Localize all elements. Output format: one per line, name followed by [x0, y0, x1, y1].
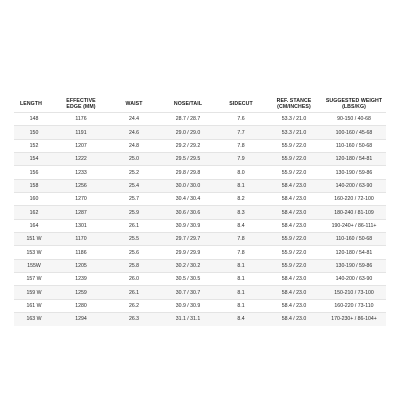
cell-waist: 25.8	[108, 259, 160, 272]
cell-nose-tail: 29.5 / 29.5	[160, 153, 216, 166]
header-effective-edge: EFFECTIVE EDGE (MM)	[66, 97, 96, 110]
cell-ref-stance: 55.9 / 22.0	[266, 246, 322, 259]
cell-sidecut: 7.8	[216, 246, 266, 259]
cell-length: 154	[14, 153, 54, 166]
cell-waist: 25.9	[108, 206, 160, 219]
cell-length: 151 W	[14, 233, 54, 246]
cell-sidecut: 7.9	[216, 153, 266, 166]
cell-length: 150	[14, 126, 54, 139]
cell-ref-stance: 55.9 / 22.0	[266, 166, 322, 179]
cell-nose-tail: 30.5 / 30.5	[160, 273, 216, 286]
cell-sidecut: 7.7	[216, 126, 266, 139]
cell-nose-tail: 31.1 / 31.1	[160, 313, 216, 326]
cell-sidecut: 8.1	[216, 259, 266, 272]
cell-effective-edge: 1233	[54, 166, 108, 179]
cell-nose-tail: 30.6 / 30.6	[160, 206, 216, 219]
size-chart	[14, 95, 386, 326]
cell-length: 163 W	[14, 313, 54, 326]
cell-ref-stance: 58.4 / 23.0	[266, 273, 322, 286]
cell-sidecut: 8.1	[216, 286, 266, 299]
table-row	[14, 246, 386, 259]
table-row	[14, 313, 386, 326]
cell-sidecut: 8.1	[216, 179, 266, 192]
table-row	[14, 273, 386, 286]
cell-suggested-weight: 130-190 / 59-86	[322, 259, 386, 272]
cell-waist: 24.6	[108, 126, 160, 139]
cell-suggested-weight: 100-160 / 45-68	[322, 126, 386, 139]
cell-effective-edge: 1259	[54, 286, 108, 299]
cell-length: 155W	[14, 259, 54, 272]
cell-ref-stance: 58.4 / 23.0	[266, 299, 322, 312]
cell-ref-stance: 58.4 / 23.0	[266, 179, 322, 192]
cell-nose-tail: 30.0 / 30.0	[160, 179, 216, 192]
table-row	[14, 166, 386, 179]
cell-sidecut: 7.8	[216, 139, 266, 152]
cell-effective-edge: 1280	[54, 299, 108, 312]
table-row	[14, 126, 386, 139]
header-waist: WAIST	[125, 100, 143, 107]
cell-waist: 26.2	[108, 299, 160, 312]
cell-ref-stance: 55.9 / 22.0	[266, 233, 322, 246]
cell-suggested-weight: 120-180 / 54-81	[322, 153, 386, 166]
header-nose-tail: NOSE/TAIL	[173, 100, 203, 107]
table-row	[14, 206, 386, 219]
cell-nose-tail: 29.9 / 29.9	[160, 246, 216, 259]
table-row	[14, 286, 386, 299]
table-header	[14, 95, 386, 113]
cell-suggested-weight: 140-200 / 63-90	[322, 273, 386, 286]
cell-sidecut: 8.2	[216, 193, 266, 206]
cell-suggested-weight: 180-240 / 81-109	[322, 206, 386, 219]
table-row	[14, 193, 386, 206]
cell-length: 148	[14, 113, 54, 126]
cell-waist: 25.0	[108, 153, 160, 166]
cell-length: 157 W	[14, 273, 54, 286]
table-row	[14, 233, 386, 246]
cell-waist: 25.2	[108, 166, 160, 179]
cell-waist: 24.8	[108, 139, 160, 152]
cell-waist: 26.1	[108, 219, 160, 232]
cell-sidecut: 8.3	[216, 206, 266, 219]
cell-effective-edge: 1294	[54, 313, 108, 326]
header-suggested-weight: SUGGESTED WEIGHT (LBS/KG)	[325, 97, 383, 110]
cell-suggested-weight: 90-150 / 40-68	[322, 113, 386, 126]
cell-length: 158	[14, 179, 54, 192]
cell-length: 156	[14, 166, 54, 179]
cell-nose-tail: 30.2 / 30.2	[160, 259, 216, 272]
cell-ref-stance: 58.4 / 23.0	[266, 206, 322, 219]
cell-nose-tail: 30.9 / 30.9	[160, 219, 216, 232]
cell-effective-edge: 1270	[54, 193, 108, 206]
cell-nose-tail: 29.8 / 29.8	[160, 166, 216, 179]
cell-sidecut: 8.4	[216, 313, 266, 326]
cell-suggested-weight: 170-230+ / 86-104+	[322, 313, 386, 326]
cell-effective-edge: 1222	[54, 153, 108, 166]
cell-suggested-weight: 110-160 / 50-68	[322, 233, 386, 246]
header-length: LENGTH	[20, 100, 42, 107]
cell-effective-edge: 1205	[54, 259, 108, 272]
cell-waist: 24.4	[108, 113, 160, 126]
cell-sidecut: 8.1	[216, 299, 266, 312]
cell-waist: 25.6	[108, 246, 160, 259]
header-ref-stance: REF. STANCE (CM/INCHES)	[276, 97, 312, 110]
cell-effective-edge: 1170	[54, 233, 108, 246]
cell-ref-stance: 53.3 / 21.0	[266, 126, 322, 139]
cell-sidecut: 8.4	[216, 219, 266, 232]
size-chart-table	[14, 95, 386, 326]
cell-ref-stance: 55.9 / 22.0	[266, 139, 322, 152]
cell-waist: 26.0	[108, 273, 160, 286]
cell-nose-tail: 29.7 / 29.7	[160, 233, 216, 246]
cell-length: 160	[14, 193, 54, 206]
cell-length: 159 W	[14, 286, 54, 299]
cell-suggested-weight: 140-200 / 63-90	[322, 179, 386, 192]
cell-nose-tail: 30.4 / 30.4	[160, 193, 216, 206]
cell-sidecut: 8.0	[216, 166, 266, 179]
cell-sidecut: 7.8	[216, 233, 266, 246]
cell-waist: 25.7	[108, 193, 160, 206]
table-body	[14, 113, 386, 326]
cell-suggested-weight: 120-180 / 54-81	[322, 246, 386, 259]
cell-effective-edge: 1256	[54, 179, 108, 192]
cell-length: 164	[14, 219, 54, 232]
cell-nose-tail: 29.0 / 29.0	[160, 126, 216, 139]
cell-effective-edge: 1176	[54, 113, 108, 126]
cell-suggested-weight: 150-210 / 73-100	[322, 286, 386, 299]
table-row	[14, 139, 386, 152]
header-sidecut: SIDECUT	[229, 100, 253, 107]
cell-suggested-weight: 110-160 / 50-68	[322, 139, 386, 152]
cell-sidecut: 7.6	[216, 113, 266, 126]
cell-nose-tail: 29.2 / 29.2	[160, 139, 216, 152]
table-row	[14, 299, 386, 312]
cell-suggested-weight: 160-220 / 73-110	[322, 299, 386, 312]
cell-length: 152	[14, 139, 54, 152]
cell-ref-stance: 58.4 / 23.0	[266, 286, 322, 299]
table-row	[14, 259, 386, 272]
cell-ref-stance: 55.9 / 22.0	[266, 259, 322, 272]
cell-ref-stance: 58.4 / 23.0	[266, 193, 322, 206]
cell-ref-stance: 55.9 / 22.0	[266, 153, 322, 166]
cell-nose-tail: 28.7 / 28.7	[160, 113, 216, 126]
table-row	[14, 179, 386, 192]
cell-effective-edge: 1207	[54, 139, 108, 152]
cell-sidecut: 8.1	[216, 273, 266, 286]
cell-suggested-weight: 190-240+ / 86-111+	[322, 219, 386, 232]
cell-ref-stance: 58.4 / 23.0	[266, 219, 322, 232]
header-row	[14, 95, 386, 113]
cell-suggested-weight: 130-190 / 59-86	[322, 166, 386, 179]
cell-nose-tail: 30.7 / 30.7	[160, 286, 216, 299]
cell-length: 162	[14, 206, 54, 219]
cell-waist: 26.1	[108, 286, 160, 299]
cell-effective-edge: 1301	[54, 219, 108, 232]
cell-nose-tail: 30.9 / 30.9	[160, 299, 216, 312]
cell-effective-edge: 1287	[54, 206, 108, 219]
cell-effective-edge: 1239	[54, 273, 108, 286]
table-row	[14, 153, 386, 166]
cell-effective-edge: 1186	[54, 246, 108, 259]
cell-length: 153 W	[14, 246, 54, 259]
cell-ref-stance: 58.4 / 23.0	[266, 313, 322, 326]
cell-waist: 25.4	[108, 179, 160, 192]
cell-length: 161 W	[14, 299, 54, 312]
table-row	[14, 113, 386, 126]
cell-effective-edge: 1191	[54, 126, 108, 139]
cell-suggested-weight: 160-220 / 72-100	[322, 193, 386, 206]
table-row	[14, 219, 386, 232]
cell-waist: 26.3	[108, 313, 160, 326]
cell-waist: 25.5	[108, 233, 160, 246]
cell-ref-stance: 53.3 / 21.0	[266, 113, 322, 126]
